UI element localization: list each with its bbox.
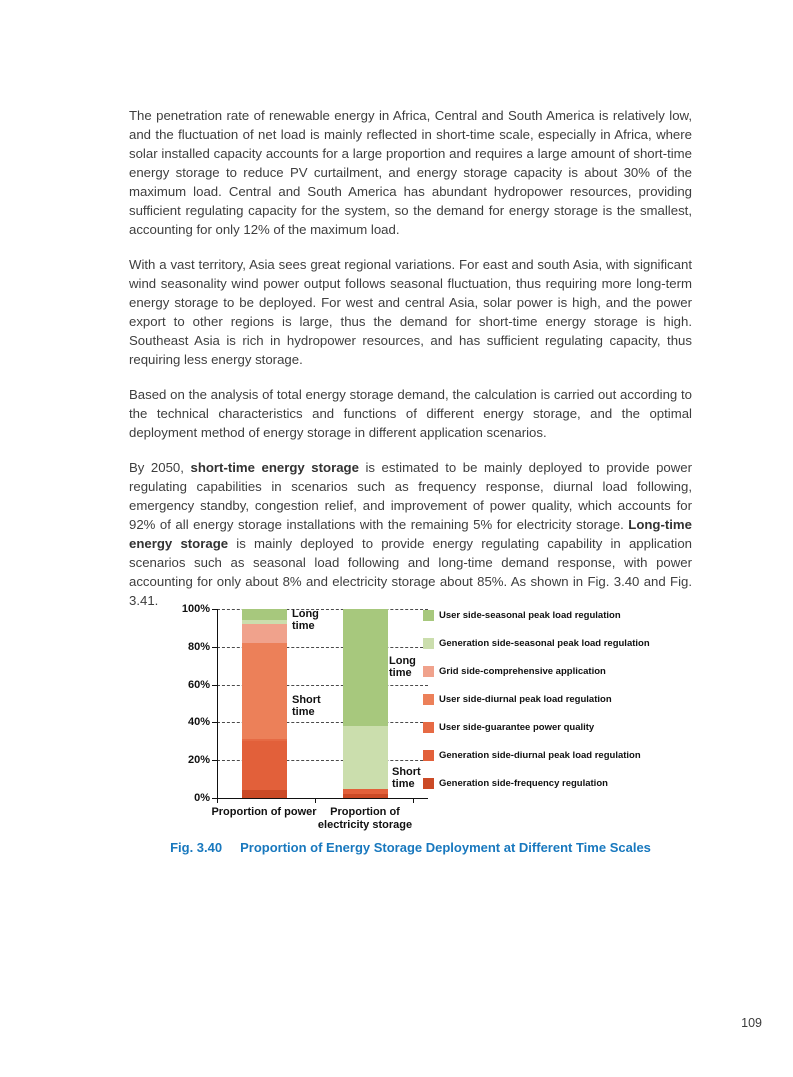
legend-label: Generation side-frequency regulation (439, 778, 608, 789)
paragraph-4-mid: is estimated to be mainly deployed to provide power regulating capabilities in scenarios such as frequency response, diurnal load following, emergency standby, congestion relief, and improvement of power quality, which accounts for 92% of all energy storage installations with the remaining 5% for electricity storage. (129, 460, 692, 532)
legend-label: Generation side-seasonal peak load regulation (439, 638, 650, 649)
legend-swatch (423, 722, 434, 733)
paragraph-4-bold-short-time: short-time energy storage (190, 460, 359, 475)
annotation-long-time-2: Long time (389, 655, 416, 679)
bar-segment (242, 643, 287, 739)
figure-caption-label: Fig. 3.40 (170, 840, 223, 855)
paragraph-2: With a vast territory, Asia sees great regional variations. For east and south Asia, with significant wind seasonality wind power output follows seasonal fluctuation, thus requiring more long-term energy storage to be deployed. For west and central Asia, solar power is high, and the power export to other regions is large, thus the demand for short-time energy storage is high. Southeast Asia is rich in hydropower resources, and has sufficient regulating capacity, thus requiring less energy storage. (129, 257, 692, 367)
paragraph-4-post: is mainly deployed to provide energy regulating capability in application scenarios such as seasonal load following and long-time demand response, with power accounting for only about 8% and electricity storage about 85%. As shown in Fig. 3.40 and Fig. 3.41. (129, 536, 692, 608)
stacked-bar-power (242, 609, 287, 798)
bar-segment (343, 609, 388, 726)
figure-caption-title: Proportion of Energy Storage Deployment at Different Time Scales (240, 840, 651, 855)
figure-caption (129, 840, 692, 855)
legend-label: User side-diurnal peak load regulation (439, 694, 612, 705)
legend-item (423, 778, 608, 789)
bar-segment (242, 790, 287, 798)
x-axis-tick-1 (315, 798, 316, 803)
paragraph-4-pre: By 2050, (129, 460, 191, 475)
legend-swatch (423, 610, 434, 621)
bar-segment (343, 726, 388, 788)
y-axis-label-20: 20% (187, 754, 210, 767)
x-axis-line (217, 798, 428, 799)
bar-segment (242, 624, 287, 643)
annotation-short-time-3: Short time (392, 766, 421, 790)
legend-item (423, 638, 650, 649)
paragraph-3: Based on the analysis of total energy storage demand, the calculation is carried out according to the technical characteristics and functions of different energy storage, and the optimal deployment method of energy storage in different application scenarios. (129, 387, 692, 440)
y-axis-line (217, 609, 218, 798)
legend-swatch (423, 638, 434, 649)
legend-label: Generation side-diurnal peak load regulation (439, 750, 641, 761)
x-axis-tick-0 (217, 798, 218, 803)
legend-item (423, 750, 641, 761)
stacked-bar-electricity-storage (343, 609, 388, 798)
paragraph-4-bold-long-time: Long-time energy storage (129, 517, 692, 551)
y-axis-label-40: 40% (187, 716, 210, 729)
body-text (129, 106, 692, 626)
legend-item (423, 610, 621, 621)
y-axis-label-60: 60% (187, 678, 210, 691)
annotation-long-time-0: Long time (292, 608, 319, 632)
x-axis-tick-2 (413, 798, 414, 803)
paragraph-1: The penetration rate of renewable energy in Africa, Central and South America is relatively low, and the fluctuation of net load is mainly reflected in short-time scale, especially in Africa, where solar installed capacity accounts for a large proportion and requires a large amount of short-time energy storage to reduce PV curtailment, and energy storage capacity is about 30% of the maximum load. Central and South America has abundant hydropower resources, providing sufficient regulating capacity for the system, so the demand for energy storage is the smallest, accounting for only 12% of the maximum load. (129, 108, 692, 237)
y-axis-label-100: 100% (181, 603, 210, 615)
page-number: 109 (741, 1016, 762, 1030)
x-axis-category-label-0: Proportion of power (211, 806, 317, 818)
legend-swatch (423, 694, 434, 705)
legend-item (423, 722, 594, 733)
paragraph-4 (129, 458, 692, 610)
bar-segment (242, 741, 287, 790)
x-axis-category-label-1: Proportion of electricity storage (317, 806, 413, 831)
legend-label: User side-guarantee power quality (439, 722, 595, 733)
legend-item (423, 666, 606, 677)
legend-item (423, 694, 612, 705)
legend-swatch (423, 750, 434, 761)
annotation-short-time-1: Short time (292, 694, 321, 718)
legend-swatch (423, 778, 434, 789)
legend-label: Grid side-comprehensive application (439, 666, 606, 677)
y-axis-label-80: 80% (187, 640, 210, 653)
bar-segment (343, 794, 388, 798)
bar-segment (242, 609, 287, 620)
legend-swatch (423, 666, 434, 677)
legend-label: User side-seasonal peak load regulation (439, 610, 621, 621)
y-axis-label-0: 0% (194, 792, 210, 804)
